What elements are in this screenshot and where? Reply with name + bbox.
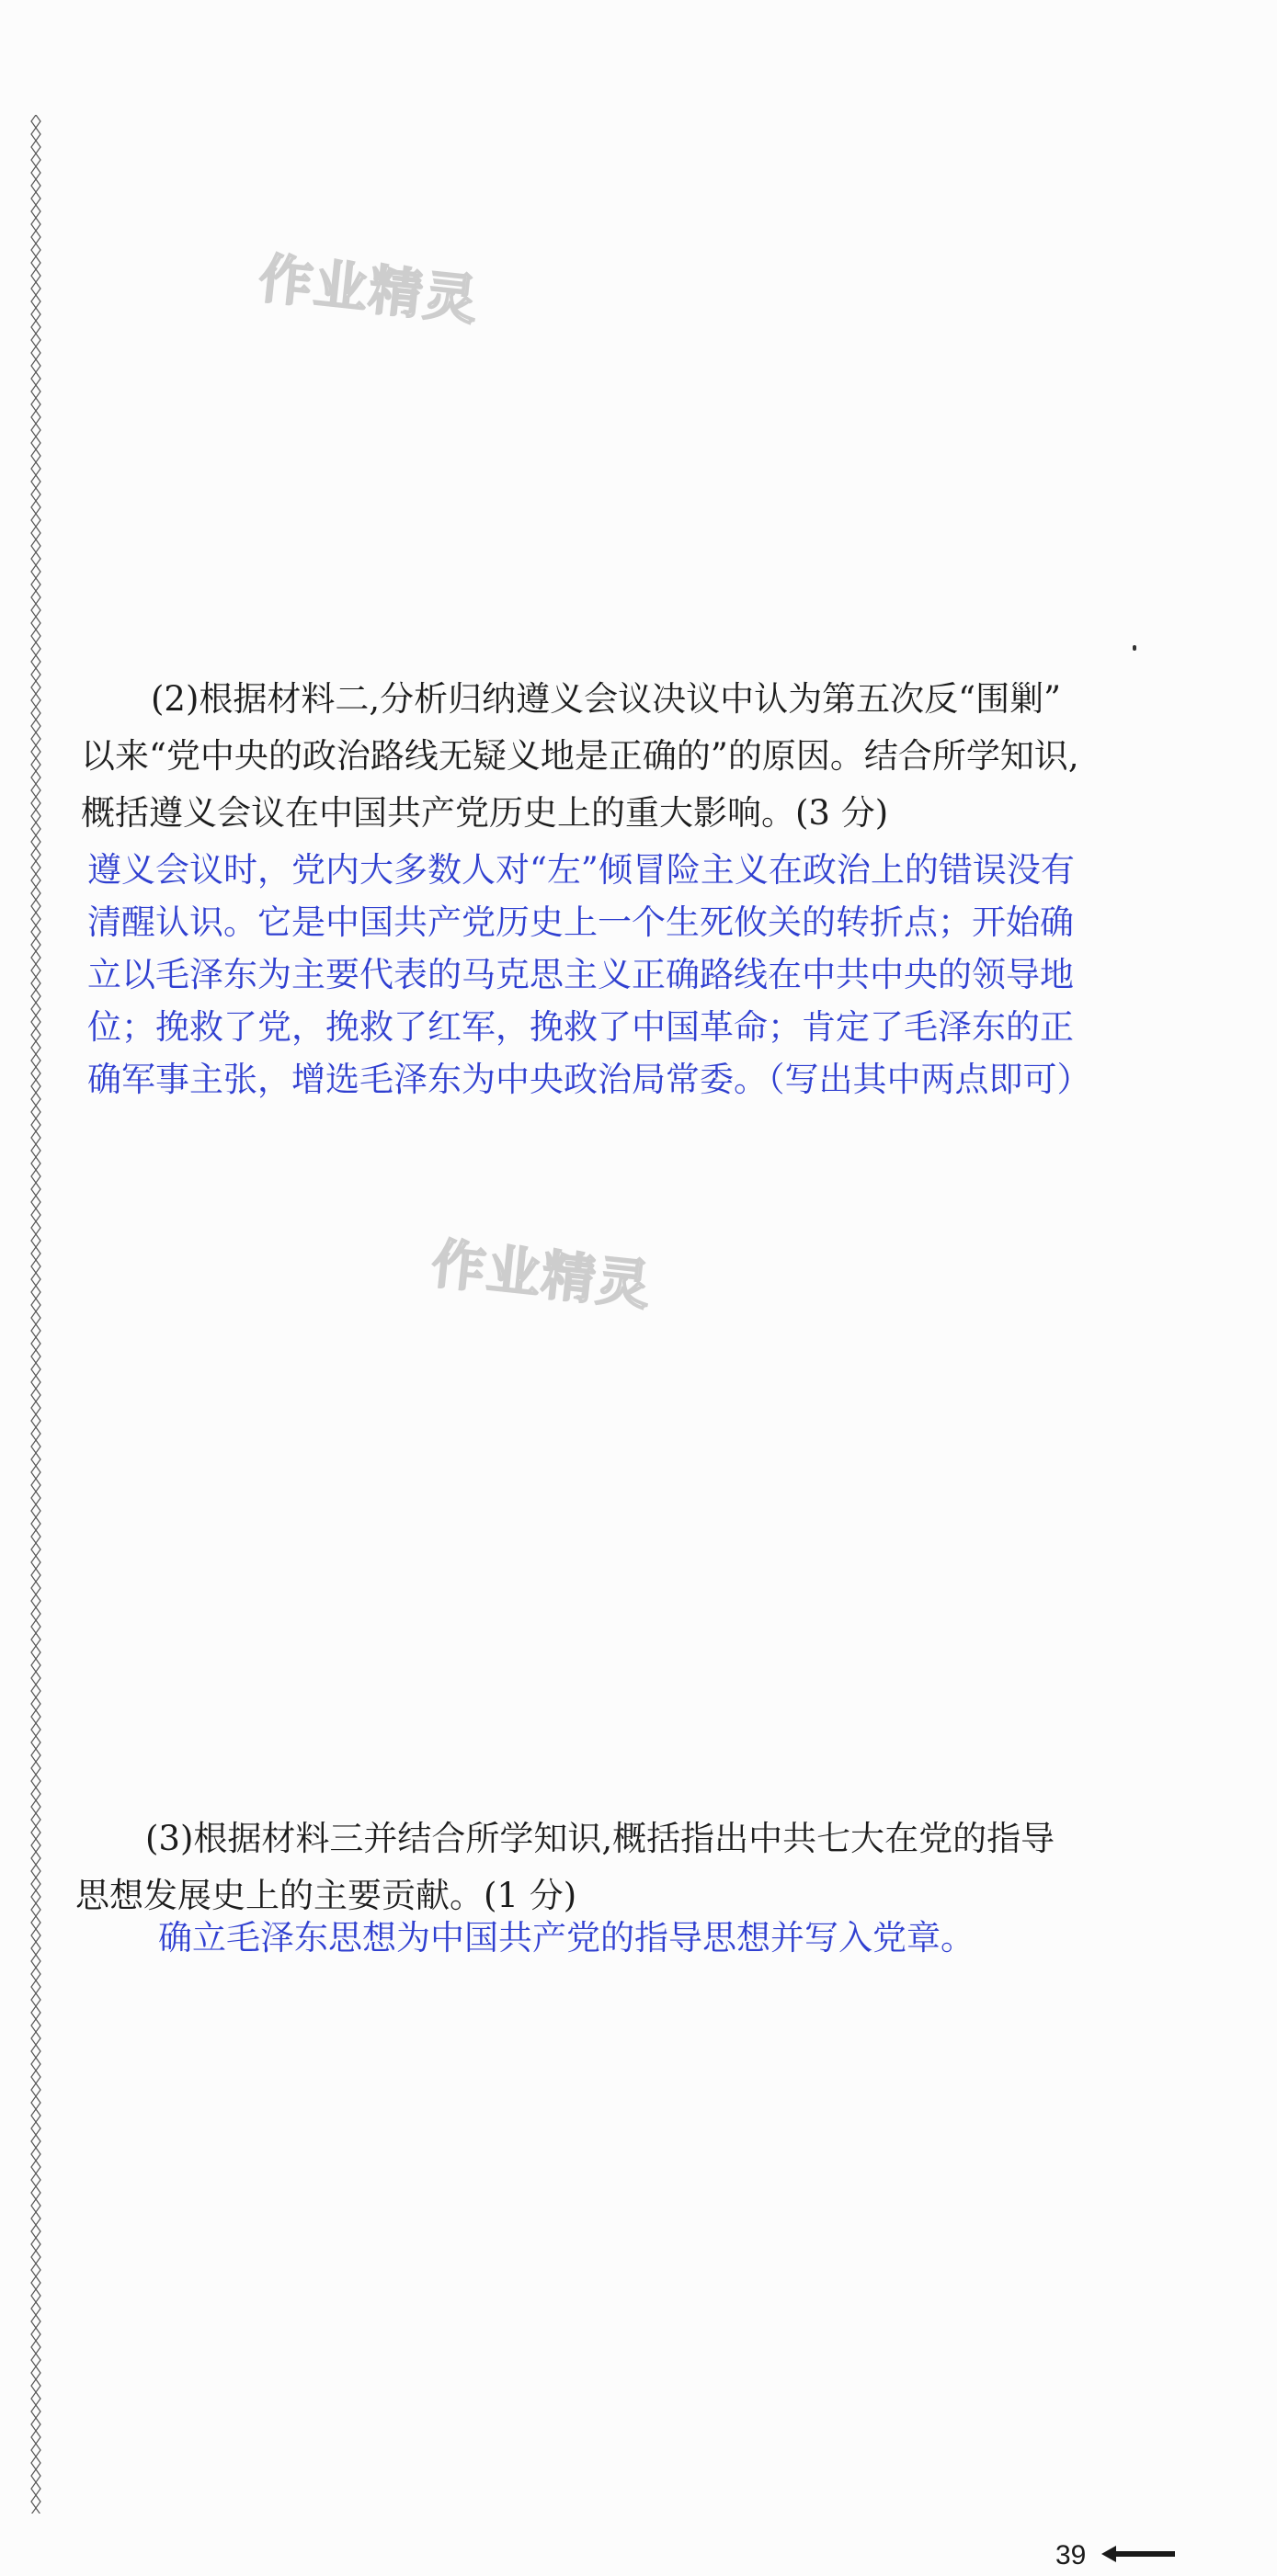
answer-2-line: 确军事主张，增选毛泽东为中央政治局常委。（写出其中两点即可） xyxy=(87,1060,1091,1099)
answer-2 xyxy=(87,844,1246,1106)
watermark-middle: 作业精灵 xyxy=(428,1231,656,1318)
question-3-line: (3)根据材料三并结合所学知识,概括指出中共七大在党的指导 xyxy=(145,1819,1055,1858)
answer-3 xyxy=(158,1912,1215,1964)
question-3-line: 思想发展史上的主要贡献。(1 分) xyxy=(75,1876,577,1915)
answer-2-line: 遵义会议时，党内大多数人对“左”倾冒险主义在政治上的错误没有 xyxy=(87,850,1075,890)
answer-2-line: 立以毛泽东为主要代表的马克思主义正确路线在中共中央的领导地 xyxy=(87,955,1074,994)
page-number: 39 xyxy=(1055,2540,1087,2570)
answer-2-line: 位；挽救了党，挽救了红军，挽救了中国革命；肯定了毛泽东的正 xyxy=(87,1007,1074,1047)
stray-ink-mark xyxy=(1133,645,1136,651)
answer-3-line: 确立毛泽东思想为中国共产党的指导思想并写入党章。 xyxy=(158,1918,975,1958)
watermark-top: 作业精灵 xyxy=(256,246,483,333)
question-2 xyxy=(81,671,1203,842)
question-3 xyxy=(75,1810,1197,1924)
question-2-line: (2)根据材料二,分析归纳遵义会议决议中认为第五次反“围剿” xyxy=(151,679,1062,719)
question-2-line: 概括遵义会议在中国共产党历史上的重大影响。(3 分) xyxy=(81,793,889,833)
decorative-binding-border xyxy=(26,115,46,2514)
answer-2-line: 清醒认识。它是中国共产党历史上一个生死攸关的转折点；开始确 xyxy=(87,902,1074,942)
question-2-line: 以来“党中央的政治路线无疑义地是正确的”的原因。结合所学知识, xyxy=(81,736,1079,776)
left-arrow-icon xyxy=(1101,2543,1175,2565)
